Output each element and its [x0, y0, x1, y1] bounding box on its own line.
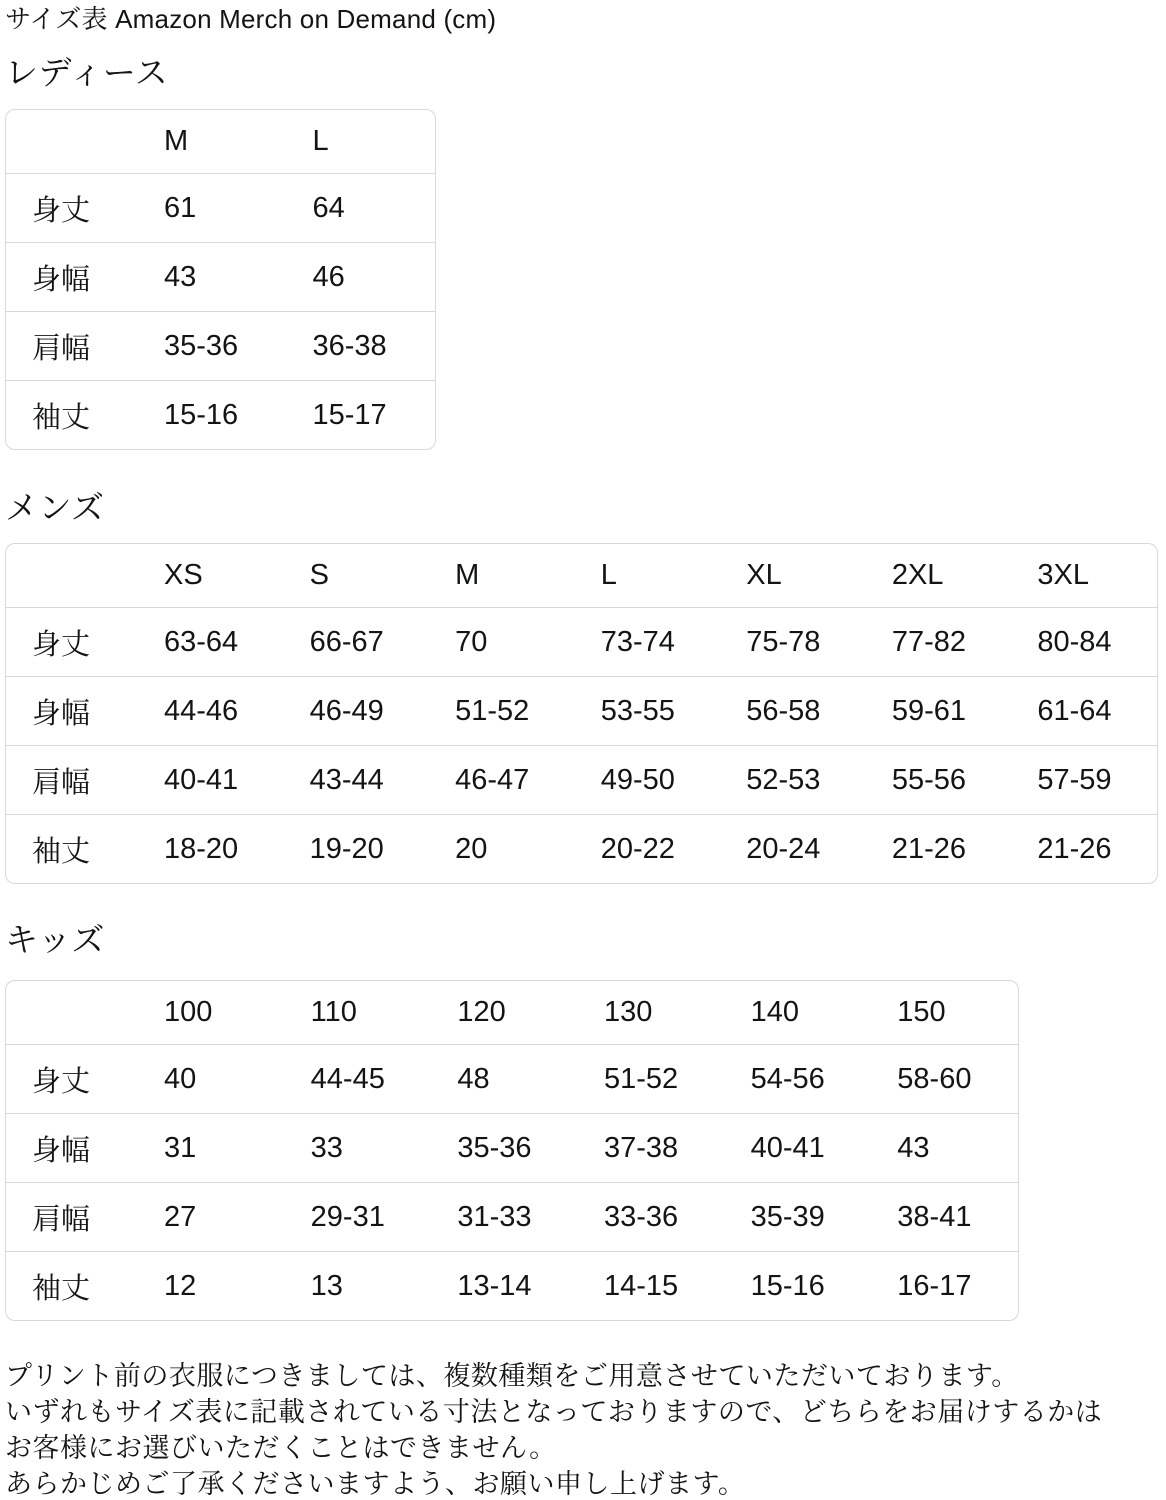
size-value-cell: 18-20	[138, 814, 284, 883]
column-header-cell: L	[312, 125, 329, 157]
size-value-cell: 31-33	[431, 1182, 578, 1251]
column-header-cell: XS	[164, 559, 203, 591]
column-header-cell: S	[309, 559, 329, 591]
size-value-cell: 61	[138, 173, 287, 242]
row-label-cell: 身丈	[6, 607, 138, 676]
size-value-cell: 46-47	[429, 745, 575, 814]
size-value-cell: 52-53	[720, 745, 866, 814]
table-row	[6, 1182, 1018, 1251]
size-value-cell: 54-56	[725, 1044, 872, 1113]
size-value-cell: 75-78	[720, 607, 866, 676]
size-value-cell: 49-50	[575, 745, 721, 814]
size-value-cell: 43-44	[284, 745, 430, 814]
column-header-cell: 3XL	[1037, 559, 1089, 591]
size-value-cell: 12	[138, 1251, 285, 1320]
size-value-cell: 59-61	[866, 676, 1012, 745]
size-value-cell: 31	[138, 1113, 285, 1182]
size-value-cell: 64	[287, 173, 436, 242]
section-kids	[5, 920, 1166, 1321]
size-value-cell: 56-58	[720, 676, 866, 745]
size-value-cell: 20-22	[575, 814, 721, 883]
column-header-cell: 130	[603, 996, 653, 1028]
corner-cell	[6, 981, 138, 1044]
size-value-cell: 43	[138, 242, 287, 311]
size-value-cell: 33	[285, 1113, 432, 1182]
table-row	[6, 676, 1157, 745]
section-heading-mens: メンズ	[5, 489, 105, 526]
column-header-cell: M	[164, 125, 189, 157]
size-value-cell: 35-36	[431, 1113, 578, 1182]
header-row	[6, 110, 435, 173]
size-value-cell: 19-20	[284, 814, 430, 883]
size-value-cell: 20	[429, 814, 575, 883]
table-row	[6, 1113, 1018, 1182]
size-value-cell: 44-46	[138, 676, 284, 745]
row-label-cell: 身丈	[6, 1044, 138, 1113]
column-header-cell: 120	[457, 996, 506, 1028]
corner-cell	[6, 544, 138, 607]
size-value-cell: 29-31	[285, 1182, 432, 1251]
table-row	[6, 745, 1157, 814]
column-header-cell: XL	[746, 559, 782, 591]
size-value-cell: 43	[871, 1113, 1018, 1182]
size-table-mens	[5, 543, 1158, 884]
footer-note-line: お客様にお選びいただくことはできません。	[5, 1433, 557, 1463]
row-label-cell: 肩幅	[6, 745, 138, 814]
size-value-cell: 21-26	[866, 814, 1012, 883]
size-value-cell: 58-60	[871, 1044, 1018, 1113]
size-value-cell: 53-55	[575, 676, 721, 745]
table-row	[6, 242, 435, 311]
row-label-cell: 袖丈	[6, 380, 138, 449]
footer-note-line: いずれもサイズ表に記載されている寸法となっておりますので、どちらをお届けするかは	[5, 1397, 1103, 1427]
size-value-cell: 63-64	[138, 607, 284, 676]
size-table-ladies	[5, 109, 436, 450]
size-value-cell: 51-52	[578, 1044, 725, 1113]
size-value-cell: 46-49	[284, 676, 430, 745]
size-value-cell: 15-16	[138, 380, 287, 449]
section-ladies	[5, 53, 1166, 450]
size-value-cell: 13-14	[431, 1251, 578, 1320]
size-value-cell: 44-45	[285, 1044, 432, 1113]
size-value-cell: 16-17	[871, 1251, 1018, 1320]
size-value-cell: 55-56	[866, 745, 1012, 814]
row-label-cell: 肩幅	[6, 1182, 138, 1251]
row-label-cell: 身丈	[6, 173, 138, 242]
column-header-cell: 150	[897, 996, 946, 1028]
table-row	[6, 607, 1157, 676]
size-value-cell: 21-26	[1011, 814, 1157, 883]
column-header-cell: 110	[310, 996, 357, 1028]
size-value-cell: 15-17	[287, 380, 436, 449]
size-value-cell: 77-82	[866, 607, 1012, 676]
size-value-cell: 66-67	[284, 607, 430, 676]
size-value-cell: 48	[431, 1044, 578, 1113]
size-table-kids	[5, 980, 1019, 1321]
row-label-cell: 袖丈	[6, 814, 138, 883]
size-value-cell: 37-38	[578, 1113, 725, 1182]
footer-note	[5, 1358, 1166, 1500]
column-header-cell: 100	[164, 996, 213, 1028]
header-row	[6, 544, 1157, 607]
size-value-cell: 40-41	[725, 1113, 872, 1182]
size-value-cell: 35-39	[725, 1182, 872, 1251]
row-label-cell: 身幅	[6, 676, 138, 745]
size-value-cell: 20-24	[720, 814, 866, 883]
size-value-cell: 35-36	[138, 311, 287, 380]
column-header-cell: M	[455, 559, 480, 591]
size-value-cell: 80-84	[1011, 607, 1157, 676]
size-value-cell: 40-41	[138, 745, 284, 814]
column-header-cell: 2XL	[891, 559, 944, 591]
table-row	[6, 1251, 1018, 1320]
size-value-cell: 61-64	[1011, 676, 1157, 745]
size-value-cell: 51-52	[429, 676, 575, 745]
table-row	[6, 380, 435, 449]
size-value-cell: 57-59	[1011, 745, 1157, 814]
size-value-cell: 73-74	[575, 607, 721, 676]
size-value-cell: 70	[429, 607, 575, 676]
column-header-cell: L	[600, 559, 617, 591]
size-value-cell: 38-41	[871, 1182, 1018, 1251]
table-row	[6, 814, 1157, 883]
size-value-cell: 27	[138, 1182, 285, 1251]
corner-cell	[6, 110, 138, 173]
page-title: サイズ表 Amazon Merch on Demand (cm)	[5, 4, 497, 34]
size-value-cell: 14-15	[578, 1251, 725, 1320]
size-value-cell: 36-38	[287, 311, 436, 380]
table-row	[6, 173, 435, 242]
row-label-cell: 身幅	[6, 1113, 138, 1182]
row-label-cell: 袖丈	[6, 1251, 138, 1320]
footer-note-line: あらかじめご了承くださいますよう、お願い申し上げます。	[5, 1469, 746, 1499]
size-value-cell: 33-36	[578, 1182, 725, 1251]
size-value-cell: 13	[285, 1251, 432, 1320]
table-row	[6, 311, 435, 380]
size-value-cell: 46	[287, 242, 436, 311]
table-row	[6, 1044, 1018, 1113]
size-value-cell: 15-16	[725, 1251, 872, 1320]
section-mens	[5, 488, 1166, 884]
size-value-cell: 40	[138, 1044, 285, 1113]
header-row	[6, 981, 1018, 1044]
row-label-cell: 肩幅	[6, 311, 138, 380]
footer-note-line: プリント前の衣服につきましては、複数種類をご用意させていただいております。	[5, 1361, 1019, 1391]
column-header-cell: 140	[750, 996, 800, 1028]
section-heading-ladies: レディース	[5, 54, 169, 91]
section-heading-kids: キッズ	[5, 921, 105, 958]
row-label-cell: 身幅	[6, 242, 138, 311]
